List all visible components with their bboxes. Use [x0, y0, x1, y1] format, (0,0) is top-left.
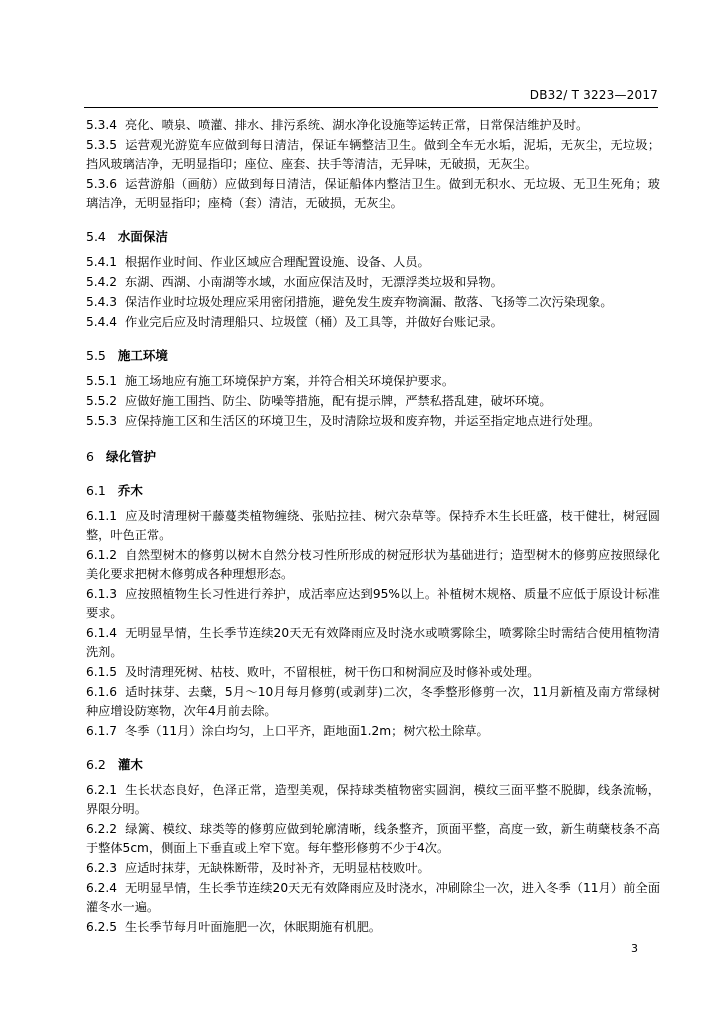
- clause-number: 5.5.2: [86, 394, 118, 408]
- clause-number: 6.2.5: [86, 920, 118, 934]
- page-body: [86, 116, 660, 938]
- clause-text: 保洁作业时垃圾处理应采用密闭措施，避免发生废弃物滴漏、散落、飞扬等二次污染现象。: [125, 295, 613, 309]
- clause-paragraph: [86, 507, 660, 545]
- clause-paragraph: [86, 392, 660, 411]
- clause-number: 5.5.1: [86, 374, 118, 388]
- clause-text: 无明显旱情，生长季节连续20天无有效降雨应及时浇水，冲刷除尘一次，进入冬季（11月）前全面灌冬水一遍。: [86, 881, 660, 914]
- clause-number: 6.2.1: [86, 783, 118, 797]
- clause-number: 5.4.3: [86, 295, 118, 309]
- clause-number: 5.4.4: [86, 315, 118, 329]
- clause-number: 6.2.2: [86, 822, 118, 836]
- clause-text: 运营观光游览车应做到每日清洁，保证车辆整洁卫生。做到全车无水垢，泥垢，无灰尘，无垃圾；挡风玻璃洁净，无明显指印；座位、座套、扶手等清洁，无异味，无破损，无灰尘。: [86, 138, 660, 171]
- clause-text: 水面保洁: [117, 229, 168, 244]
- clause-number: 6.1.3: [86, 587, 118, 601]
- document-code: DB32/ T 3223—2017: [529, 88, 658, 102]
- clause-text: 冬季（11月）涂白均匀，上口平齐，距地面1.2m；树穴松土除草。: [125, 724, 489, 738]
- clause-paragraph: [86, 372, 660, 391]
- clause-text: 运营游船（画舫）应做到每日清洁，保证船体内整洁卫生。做到无积水、无垃圾、无卫生死角；玻璃洁净，无明显指印；座椅（套）清洁，无破损，无灰尘。: [86, 177, 660, 210]
- clause-number: 5.3.6: [86, 177, 118, 191]
- clause-text: 应适时抹芽，无缺株断带，及时补齐，无明显枯枝败叶。: [125, 861, 430, 875]
- clause-text: 应及时清理树干藤蔓类植物缠绕、张贴拉挂、树穴杂草等。保持乔木生长旺盛，枝干健壮，树冠圆整，叶色正常。: [86, 509, 660, 542]
- clause-paragraph: [86, 781, 660, 819]
- clause-paragraph: [86, 313, 660, 332]
- clause-paragraph: [86, 546, 660, 584]
- clause-number: 6.1.7: [86, 724, 118, 738]
- clause-text: 乔木: [117, 483, 143, 498]
- section-heading: [86, 227, 660, 247]
- header-rule: [84, 107, 658, 108]
- clause-paragraph: [86, 412, 660, 431]
- clause-number: 6.1.2: [86, 548, 118, 562]
- clause-text: 绿篱、模纹、球类等的修剪应做到轮廓清晰，线条整齐，顶面平整，高度一致，新生萌蘖枝条不高于整体5cm，侧面上下垂直或上窄下宽。每年整形修剪不少于4次。: [86, 822, 660, 855]
- clause-text: 绿化管护: [105, 449, 156, 464]
- clause-number: 5.4.1: [86, 255, 118, 269]
- clause-number: 6.1.1: [86, 509, 118, 523]
- clause-text: 无明显旱情，生长季节连续20天无有效降雨应及时浇水或喷雾除尘，喷雾除尘时需结合使用植物清洗剂。: [86, 626, 660, 659]
- clause-paragraph: [86, 918, 660, 937]
- clause-number: 6.2.3: [86, 861, 118, 875]
- clause-text: 生长状态良好，色泽正常，造型美观，保持球类植物密实圆润，模纹三面平整不脱脚，线条流畅，界限分明。: [86, 783, 660, 816]
- section-heading: [86, 481, 660, 501]
- clause-number: 5.3.5: [86, 138, 118, 152]
- clause-number: 6: [86, 449, 94, 464]
- clause-paragraph: [86, 879, 660, 917]
- clause-number: 5.3.4: [86, 118, 118, 132]
- clause-text: 施工场地应有施工环境保护方案，并符合相关环境保护要求。: [125, 374, 455, 388]
- clause-paragraph: [86, 624, 660, 662]
- clause-paragraph: [86, 683, 660, 721]
- clause-paragraph: [86, 253, 660, 272]
- clause-text: 亮化、喷泉、喷灌、排水、排污系统、湖水净化设施等运转正常，日常保洁维护及时。: [125, 118, 589, 132]
- clause-number: 5.5: [86, 348, 106, 363]
- clause-text: 生长季节每月叶面施肥一次，休眠期施有机肥。: [125, 920, 381, 934]
- clause-number: 6.1.4: [86, 626, 118, 640]
- clause-number: 5.5.3: [86, 414, 118, 428]
- clause-number: 5.4: [86, 229, 106, 244]
- clause-text: 应保持施工区和生活区的环境卫生，及时清除垃圾和废弃物，并运至指定地点进行处理。: [125, 414, 601, 428]
- clause-number: 6.2.4: [86, 881, 118, 895]
- clause-text: 适时抹芽、去蘖，5月～10月每月修剪(或剥芽)二次，冬季整形修剪一次，11月新植及南方常绿树种应增设防寒物，次年4月前去除。: [86, 685, 660, 718]
- section-heading: [86, 755, 660, 775]
- clause-number: 6.2: [86, 757, 106, 772]
- clause-text: 应做好施工围挡、防尘、防噪等措施，配有提示牌，严禁私搭乱建，破坏环境。: [125, 394, 552, 408]
- clause-paragraph: [86, 116, 660, 135]
- clause-paragraph: [86, 273, 660, 292]
- clause-text: 作业完后应及时清理船只、垃圾筐（桶）及工具等，并做好台账记录。: [125, 315, 503, 329]
- clause-text: 根据作业时间、作业区域应合理配置设施、设备、人员。: [125, 255, 430, 269]
- clause-paragraph: [86, 820, 660, 858]
- section-heading: [86, 346, 660, 366]
- clause-number: 6.1.6: [86, 685, 118, 699]
- clause-text: 东湖、西湖、小南湖等水域，水面应保洁及时，无漂浮类垃圾和异物。: [125, 275, 503, 289]
- clause-number: 5.4.2: [86, 275, 118, 289]
- clause-text: 及时清理死树、枯枝、败叶，不留根桩，树干伤口和树洞应及时修补或处理。: [125, 665, 540, 679]
- clause-paragraph: [86, 585, 660, 623]
- clause-text: 应按照植物生长习性进行养护，成活率应达到95%以上。补植树木规格、质量不应低于原设计标准要求。: [86, 587, 660, 620]
- clause-number: 6.1.5: [86, 665, 118, 679]
- page-number: 3: [631, 942, 638, 955]
- clause-text: 自然型树木的修剪以树木自然分枝习性所形成的树冠形状为基础进行；造型树木的修剪应按照绿化美化要求把树木修剪成各种理想形态。: [86, 548, 660, 581]
- clause-paragraph: [86, 663, 660, 682]
- clause-paragraph: [86, 293, 660, 312]
- clause-text: 灌木: [117, 757, 143, 772]
- clause-paragraph: [86, 859, 660, 878]
- clause-paragraph: [86, 136, 660, 174]
- clause-text: 施工环境: [117, 348, 168, 363]
- chapter-heading: [86, 447, 660, 467]
- clause-number: 6.1: [86, 483, 106, 498]
- clause-paragraph: [86, 175, 660, 213]
- clause-paragraph: [86, 722, 660, 741]
